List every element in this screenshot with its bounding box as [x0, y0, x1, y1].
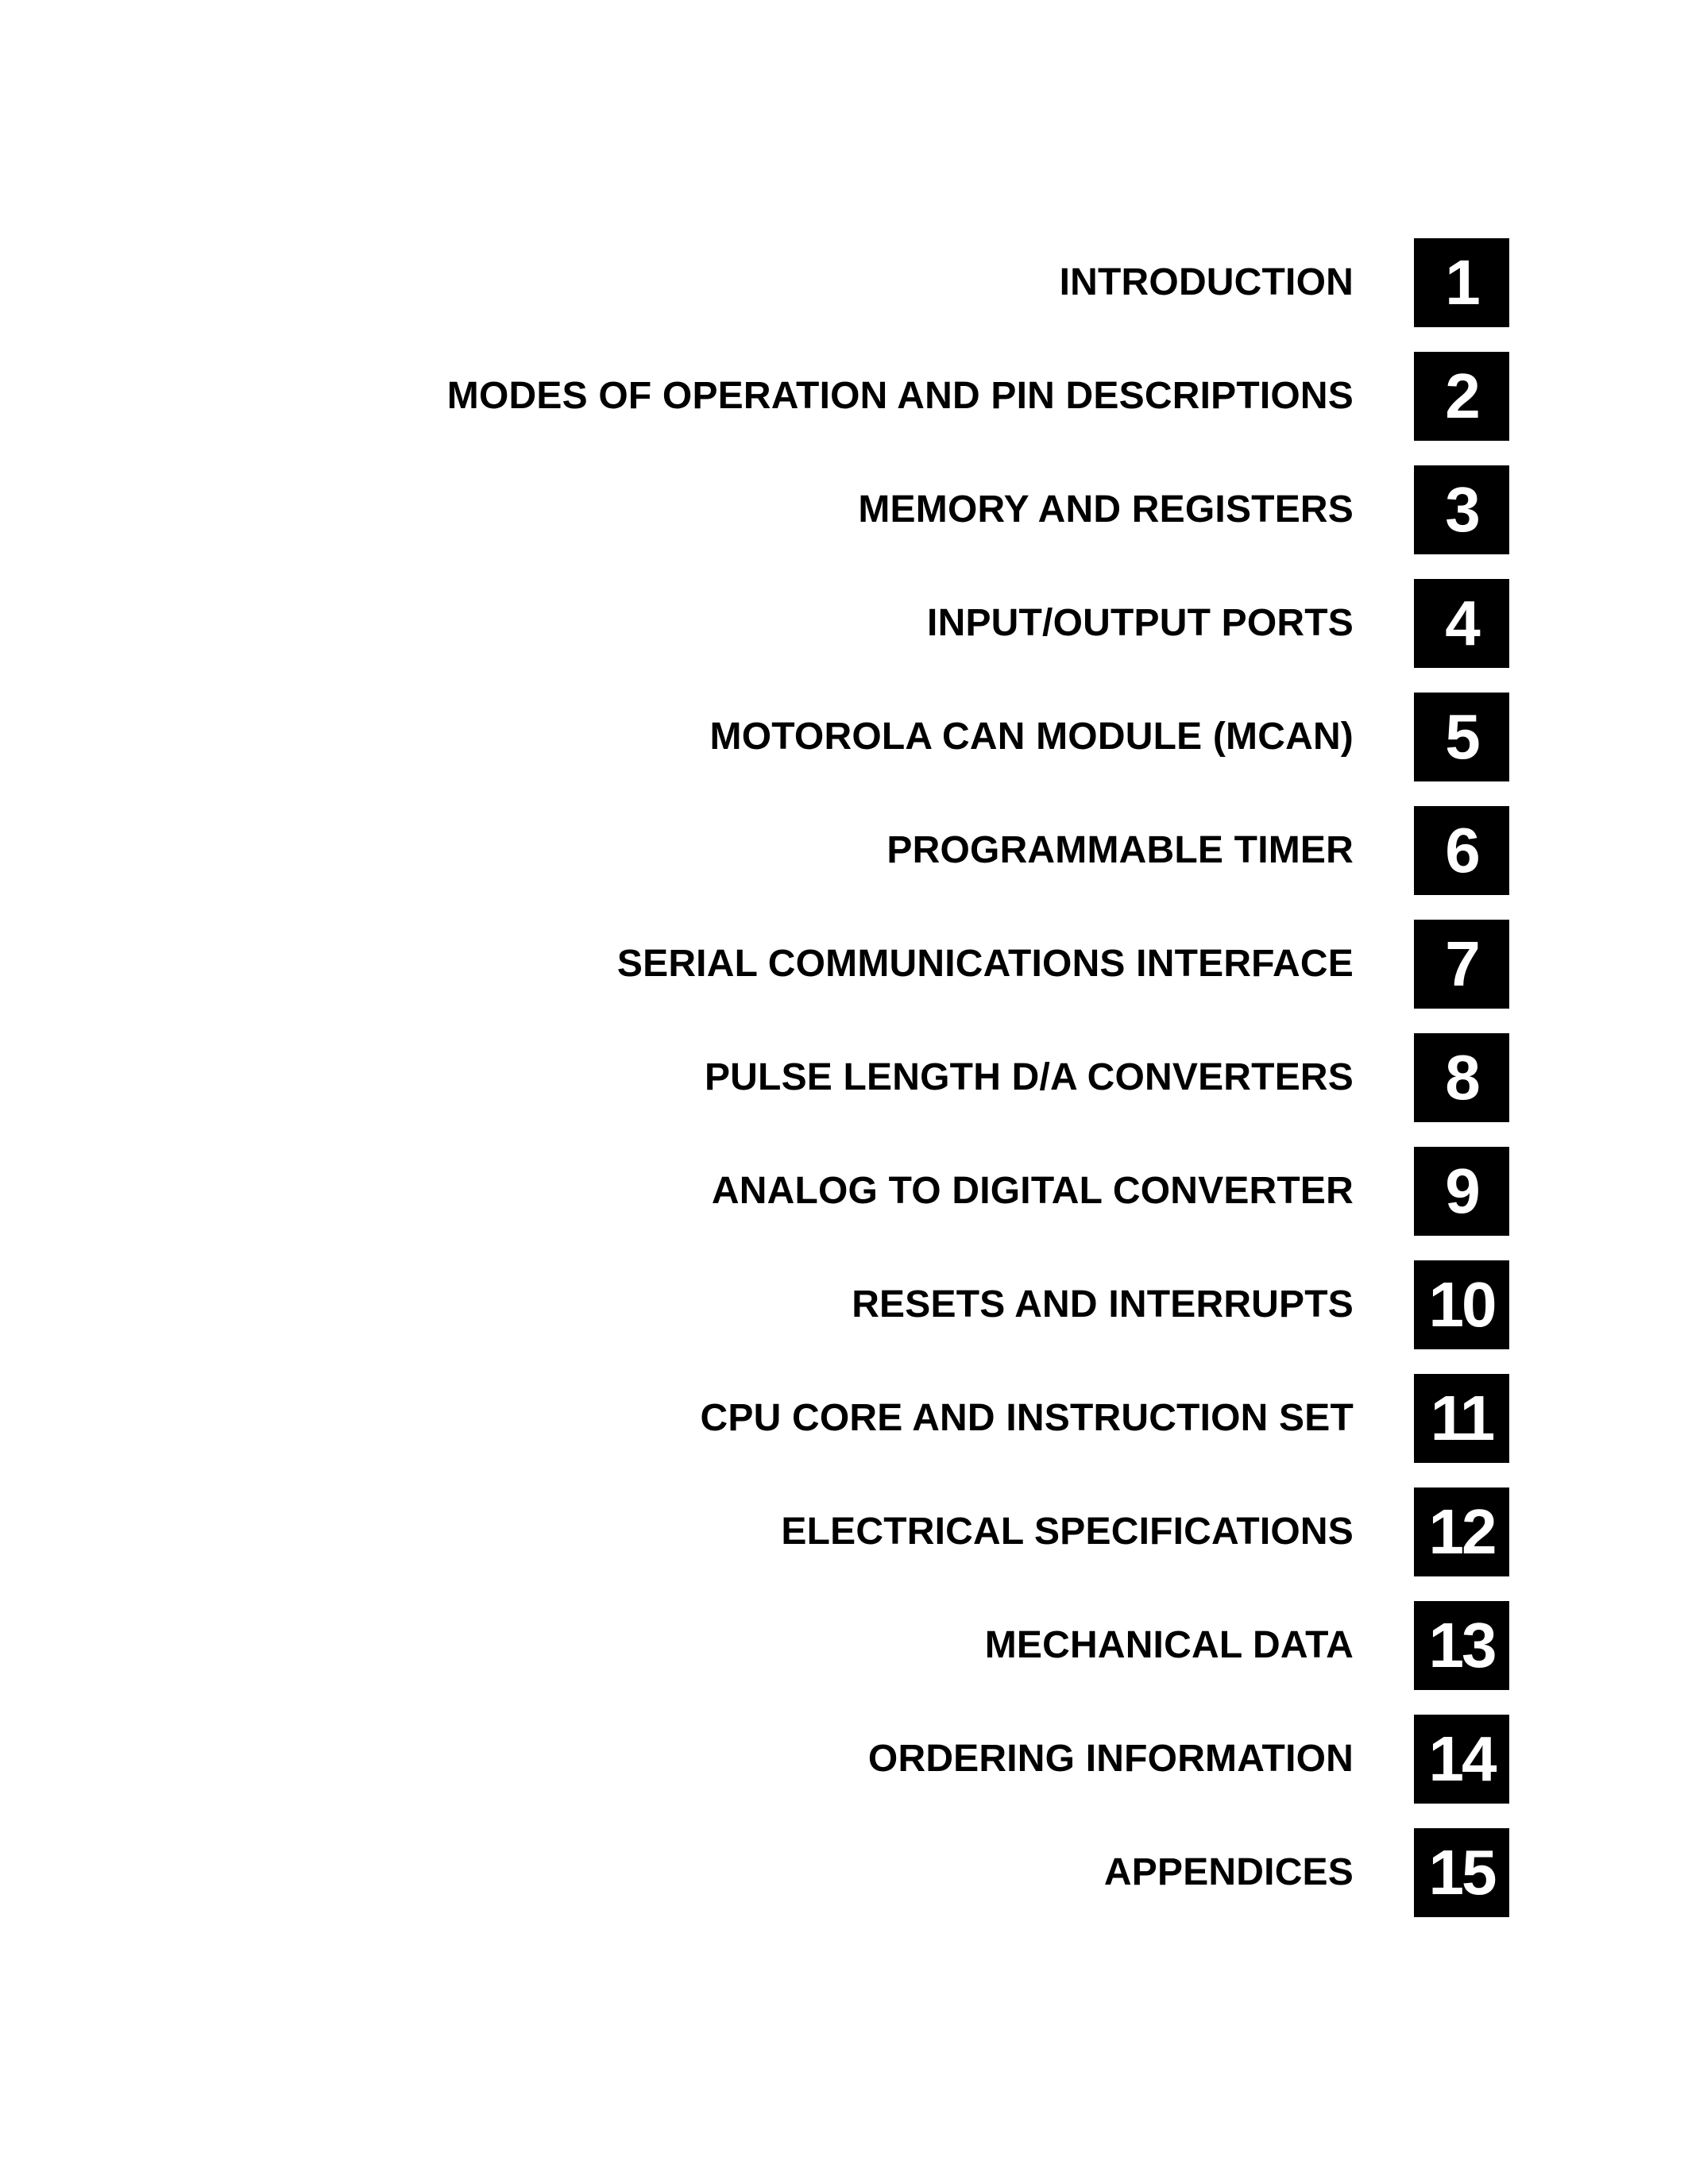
- section-row[interactable]: [0, 920, 1688, 1033]
- section-number-tab[interactable]: 8: [1414, 1033, 1509, 1122]
- section-number-tab[interactable]: 12: [1414, 1488, 1509, 1576]
- section-number-tab[interactable]: 11: [1414, 1374, 1509, 1463]
- section-number-tab[interactable]: 15: [1414, 1828, 1509, 1917]
- section-title: ORDERING INFORMATION: [867, 1738, 1354, 1780]
- section-number-tab[interactable]: 7: [1414, 920, 1509, 1009]
- section-title: ANALOG TO DIGITAL CONVERTER: [711, 1170, 1354, 1212]
- section-row[interactable]: [0, 1715, 1688, 1828]
- section-title: APPENDICES: [1103, 1851, 1354, 1893]
- section-number-tab[interactable]: 13: [1414, 1601, 1509, 1690]
- section-row[interactable]: [0, 693, 1688, 806]
- section-title: RESETS AND INTERRUPTS: [852, 1283, 1354, 1325]
- section-row[interactable]: [0, 579, 1688, 693]
- section-title: INTRODUCTION: [1059, 261, 1354, 303]
- section-row[interactable]: [0, 352, 1688, 465]
- section-row[interactable]: [0, 806, 1688, 920]
- section-index: [0, 238, 1688, 1942]
- section-title: PROGRAMMABLE TIMER: [886, 829, 1354, 871]
- section-row[interactable]: [0, 465, 1688, 579]
- section-title: SERIAL COMMUNICATIONS INTERFACE: [616, 943, 1354, 985]
- section-title: CPU CORE AND INSTRUCTION SET: [700, 1397, 1354, 1439]
- section-title: PULSE LENGTH D/A CONVERTERS: [704, 1056, 1354, 1098]
- section-number-tab[interactable]: 5: [1414, 693, 1509, 781]
- section-title: MOTOROLA CAN MODULE (MCAN): [709, 716, 1354, 758]
- section-row[interactable]: [0, 1374, 1688, 1488]
- section-number-tab[interactable]: 2: [1414, 352, 1509, 441]
- section-title: INPUT/OUTPUT PORTS: [927, 602, 1354, 644]
- section-row[interactable]: [0, 1488, 1688, 1601]
- section-row[interactable]: [0, 1601, 1688, 1715]
- section-number-tab[interactable]: 9: [1414, 1147, 1509, 1236]
- section-title: MECHANICAL DATA: [984, 1624, 1354, 1666]
- section-title: MEMORY AND REGISTERS: [858, 488, 1354, 531]
- section-row[interactable]: [0, 238, 1688, 352]
- section-row[interactable]: [0, 1260, 1688, 1374]
- section-number-tab[interactable]: 4: [1414, 579, 1509, 668]
- section-number-tab[interactable]: 6: [1414, 806, 1509, 895]
- section-row[interactable]: [0, 1147, 1688, 1260]
- section-row[interactable]: [0, 1828, 1688, 1942]
- section-number-tab[interactable]: 10: [1414, 1260, 1509, 1349]
- section-number-tab[interactable]: 1: [1414, 238, 1509, 327]
- section-title: ELECTRICAL SPECIFICATIONS: [781, 1511, 1354, 1553]
- section-title: MODES OF OPERATION AND PIN DESCRIPTIONS: [446, 375, 1354, 417]
- section-row[interactable]: [0, 1033, 1688, 1147]
- section-number-tab[interactable]: 3: [1414, 465, 1509, 554]
- section-number-tab[interactable]: 14: [1414, 1715, 1509, 1804]
